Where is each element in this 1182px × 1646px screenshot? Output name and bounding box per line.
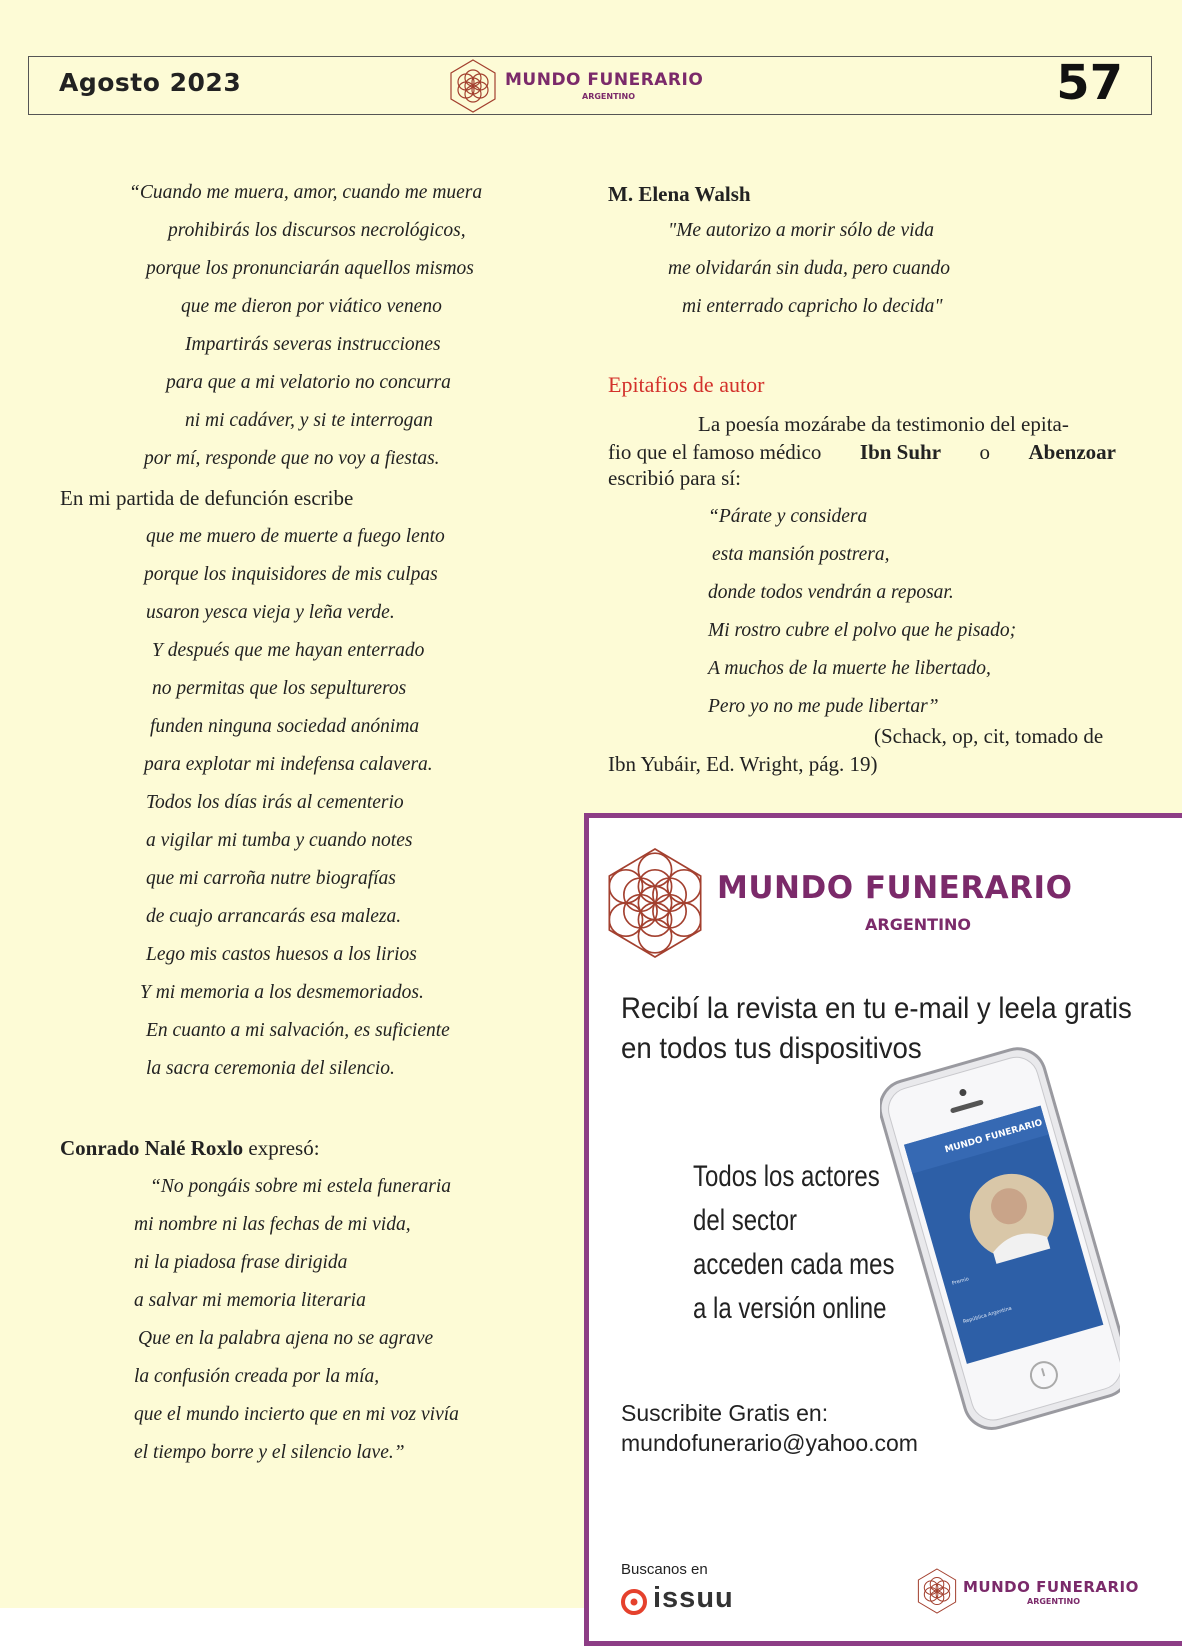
ad-logo-subtext: ARGENTINO: [865, 915, 972, 934]
poem-line: ni la piadosa frase dirigida: [134, 1252, 348, 1273]
poem-line: porque los inquisidores de mis culpas: [144, 564, 438, 585]
poem-line: “No pongáis sobre mi estela funeraria: [150, 1176, 451, 1197]
poem-line: que me dieron por viático veneno: [181, 296, 442, 317]
poem-line: la confusión creada por la mía,: [134, 1366, 380, 1387]
flower-of-life-icon: [447, 58, 499, 114]
prose-line: En mi partida de defunción escribe: [60, 486, 354, 510]
subscribe-label: Suscribite Gratis en:: [621, 1400, 829, 1426]
conrado-intro: [60, 1136, 320, 1161]
poem-line: mi nombre ni las fechas de mi vida,: [134, 1214, 411, 1235]
poem-line: para que a mi velatorio no concurra: [166, 372, 451, 393]
subscribe-email[interactable]: mundofunerario@yahoo.com: [621, 1430, 918, 1456]
poem-line: que me muero de muerte a fuego lento: [146, 526, 445, 547]
conrado-name: Conrado Nalé Roxlo: [60, 1136, 244, 1160]
poem-line: mi enterrado capricho lo decida": [682, 296, 943, 317]
conrado-rest: expresó:: [243, 1136, 320, 1160]
ad-actors-line: a la versión online: [693, 1292, 887, 1325]
poem-line: Y después que me hayan enterrado: [152, 640, 425, 661]
page-header: [28, 56, 1152, 115]
poem-line: Pero yo no me pude libertar”: [708, 696, 939, 717]
poem-line: Lego mis castos huesos a los lirios: [146, 944, 417, 965]
svg-text:MUNDO FUNERARIO: MUNDO FUNERARIO: [943, 1117, 1044, 1156]
flower-of-life-icon: [915, 1567, 959, 1615]
poem-line: Y mi memoria a los desmemoriados.: [140, 982, 424, 1003]
svg-text:República Argentina: República Argentina: [962, 1305, 1013, 1326]
poem-line: “Cuando me muera, amor, cuando me muera: [129, 182, 483, 203]
poem-line: para explotar mi indefensa calavera.: [144, 754, 433, 775]
issuu-text: issuu: [653, 1582, 734, 1614]
poem-line: que el mundo incierto que en mi voz vivía: [134, 1404, 459, 1425]
poem-line: me olvidarán sin duda, pero cuando: [668, 258, 950, 279]
paragraph-text: fio que el famoso médico: [608, 440, 822, 464]
poem-line: “Párate y considera: [708, 506, 868, 527]
header-logo-text: MUNDO FUNERARIO: [505, 70, 704, 90]
ad-actors-line: acceden cada mes: [693, 1248, 895, 1281]
poem-line: usaron yesca vieja y leña verde.: [146, 602, 395, 623]
poem-line: por mí, responde que no voy a fiestas.: [144, 448, 440, 469]
epitafios-heading: Epitafios de autor: [608, 372, 765, 397]
ad-actors-line: Todos los actores: [693, 1160, 880, 1193]
issue-date: Agosto 2023: [59, 68, 242, 97]
citation-line: Ibn Yubáir, Ed. Wright, pág. 19): [608, 752, 878, 776]
buscanos-label: Buscanos en: [621, 1561, 708, 1578]
paragraph-text: o: [979, 440, 991, 464]
ibn-suhr: Ibn Suhr: [859, 440, 942, 464]
footer-logo-text: MUNDO FUNERARIO: [963, 1578, 1139, 1596]
poem-line: donde todos vendrán a reposar.: [708, 582, 954, 603]
header-logo: [447, 58, 757, 114]
poem-line: el tiempo borre y el silencio lave.”: [134, 1442, 405, 1463]
poem-line: que mi carroña nutre biografías: [146, 868, 396, 889]
ad-headline: en todos tus dispositivos: [621, 1032, 922, 1065]
poem-line: Impartirás severas instrucciones: [185, 334, 441, 355]
flower-of-life-icon: [601, 844, 709, 962]
phone-illustration: [880, 1040, 1120, 1440]
poem-line: Todos los días irás al cementerio: [146, 792, 404, 813]
issuu-icon: [621, 1589, 647, 1615]
poem-line: A muchos de la muerte he libertado,: [708, 658, 991, 679]
paragraph-line: La poesía mozárabe da testimonio del epita-: [698, 412, 1069, 436]
paragraph-line: [608, 440, 1116, 465]
poem-line: a salvar mi memoria literaria: [134, 1290, 366, 1311]
walsh-heading: M. Elena Walsh: [608, 182, 751, 206]
poem-line: a vigilar mi tumba y cuando notes: [146, 830, 413, 851]
header-logo-subtext: ARGENTINO: [582, 92, 636, 101]
ad-actors-line: del sector: [693, 1204, 798, 1237]
ad-headline: Recibí la revista en tu e-mail y leela gratis: [621, 992, 1132, 1025]
poem-line: esta mansión postrera,: [712, 544, 890, 565]
paragraph-line: escribió para sí:: [608, 466, 741, 490]
abenzoar: Abenzoar: [1028, 440, 1116, 464]
poem-line: Mi rostro cubre el polvo que he pisado;: [708, 620, 1017, 641]
ad-logo-text: MUNDO FUNERARIO: [717, 870, 1073, 906]
footer-logo-subtext: ARGENTINO: [1027, 1597, 1081, 1606]
page-number: 57: [1056, 55, 1123, 111]
poem-line: "Me autorizo a morir sólo de vida: [668, 220, 935, 241]
poem-line: funden ninguna sociedad anónima: [150, 716, 420, 737]
poem-line: prohibirás los discursos necrológicos,: [168, 220, 466, 241]
poem-line: no permitas que los sepultureros: [152, 678, 407, 699]
svg-text:Premio: Premio: [951, 1276, 970, 1287]
citation-line: (Schack, op, cit, tomado de: [874, 724, 1104, 748]
poem-line: porque los pronunciarán aquellos mismos: [146, 258, 474, 279]
poem-line: de cuajo arrancarás esa maleza.: [146, 906, 402, 927]
poem-line: En cuanto a mi salvación, es suficiente: [146, 1020, 450, 1041]
poem-line: Que en la palabra ajena no se agrave: [138, 1328, 434, 1349]
poem-line: ni mi cadáver, y si te interrogan: [185, 410, 433, 431]
poem-line: la sacra ceremonia del silencio.: [146, 1058, 395, 1079]
